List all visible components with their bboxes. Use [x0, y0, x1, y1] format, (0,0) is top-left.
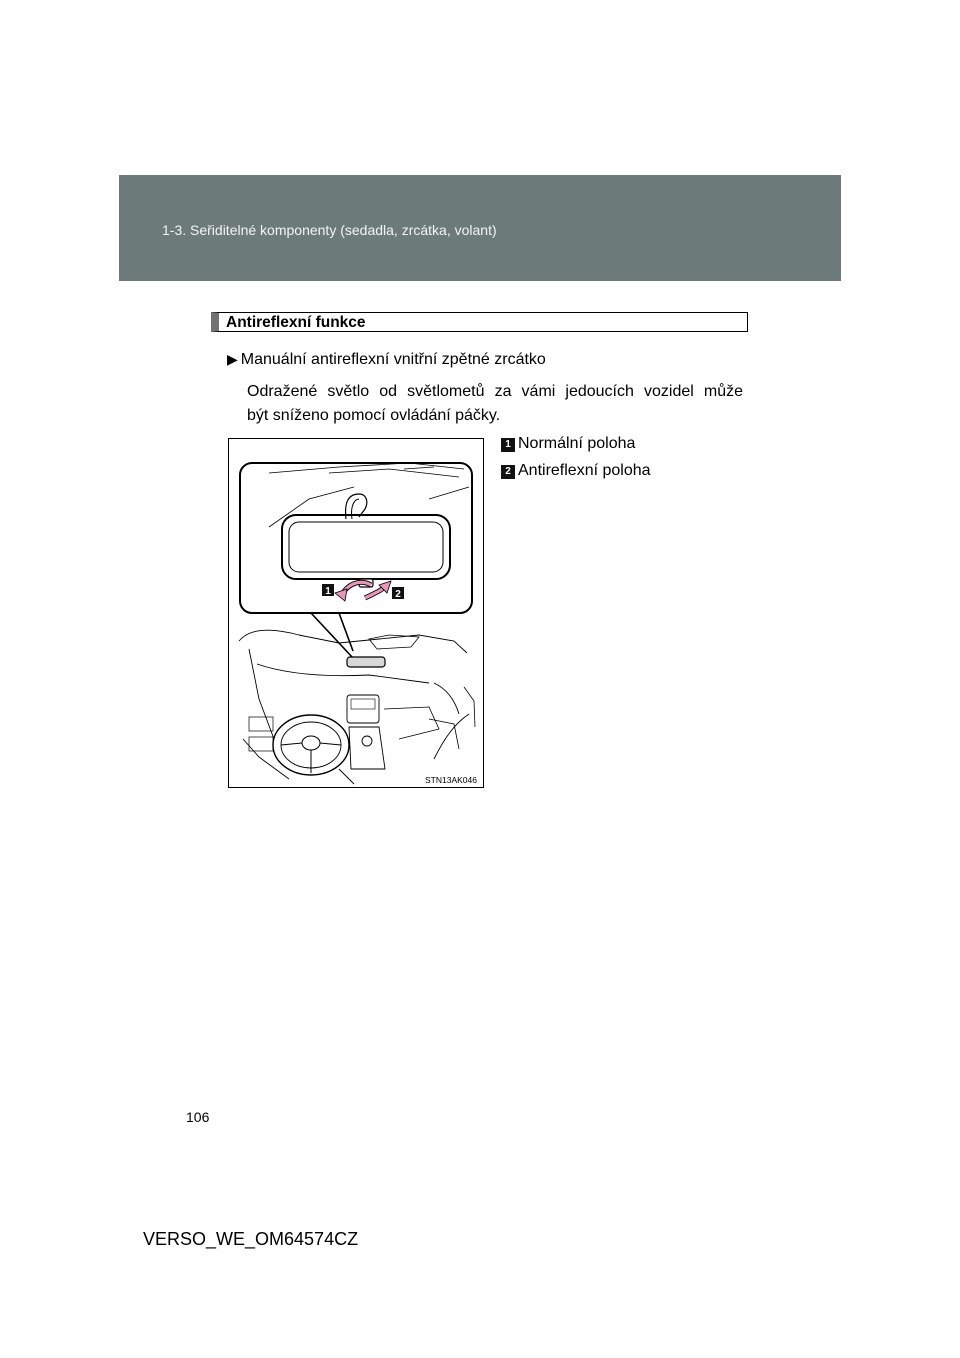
bullet-heading-text: Manuální antireflexní vnitřní zpětné zrcátko	[240, 351, 546, 368]
legend-label-normal: Normální poloha	[518, 435, 636, 452]
paragraph-line-1: Odražené světlo od světlometů za vámi jedoucích vozidel může	[247, 383, 743, 400]
legend-item-antireflex	[501, 462, 651, 480]
header-band	[119, 175, 841, 281]
callout-label-1: 1	[325, 586, 331, 597]
figure-code: STN13AK046	[425, 775, 477, 785]
description-paragraph	[247, 380, 743, 428]
callout-label-2: 2	[395, 589, 401, 600]
number-badge-2: 2	[501, 465, 515, 479]
number-badge-1: 1	[501, 438, 515, 452]
page-number: 106	[186, 1109, 210, 1125]
legend-item-normal	[501, 435, 635, 453]
legend-label-antireflex: Antireflexní poloha	[518, 462, 651, 479]
section-heading-box	[211, 312, 748, 332]
triangle-bullet-icon: ▶	[227, 351, 238, 367]
paragraph-line-2: být sníženo pomocí ovládání páčky.	[247, 407, 501, 424]
bullet-heading	[227, 351, 546, 369]
section-breadcrumb: 1-3. Seřiditelné komponenty (sedadla, zrcátka, volant)	[162, 222, 497, 238]
document-code: VERSO_WE_OM64574CZ	[143, 1229, 359, 1249]
mirror-illustration	[228, 438, 484, 788]
section-title: Antireflexní funkce	[226, 314, 366, 331]
interior-mirror-drawing	[229, 439, 483, 787]
